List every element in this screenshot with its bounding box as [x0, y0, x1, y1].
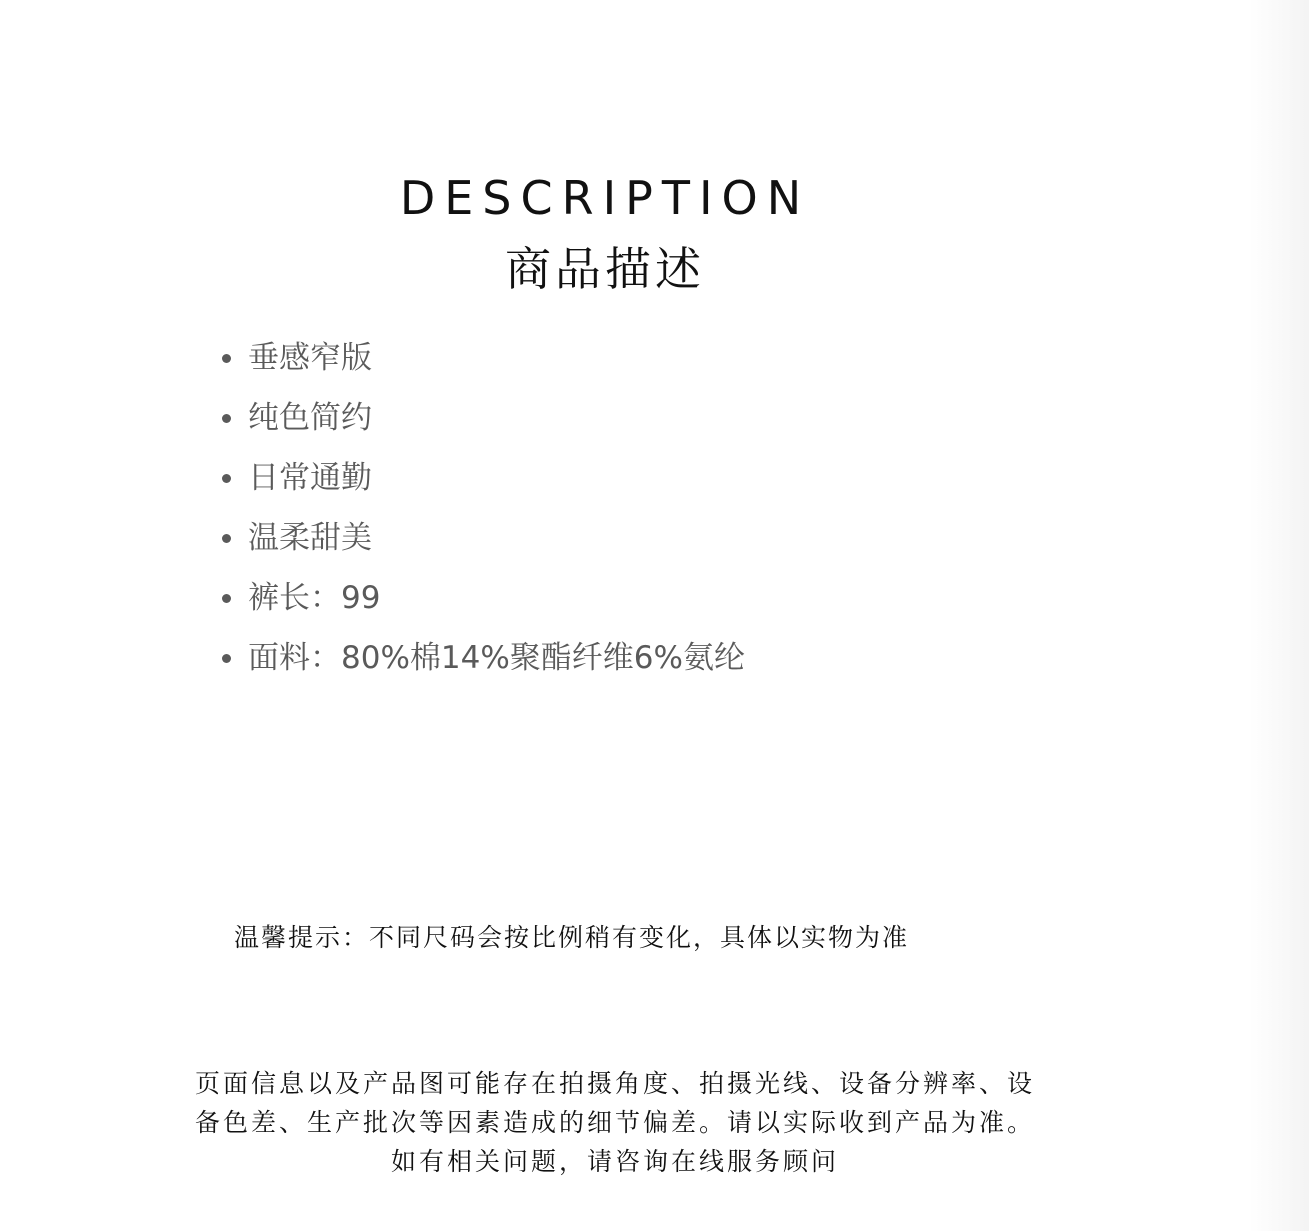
feature-text: 温柔甜美	[248, 520, 372, 556]
notice-line: 页面信息以及产品图可能存在拍摄角度、拍摄光线、设备分辨率、设	[194, 1069, 1035, 1098]
feature-item	[222, 388, 745, 448]
feature-item	[222, 568, 745, 628]
disclaimer-notice	[130, 1064, 1100, 1181]
feature-text: 纯色简约	[248, 400, 372, 436]
feature-item	[222, 508, 745, 568]
size-tip: 温馨提示：不同尺码会按比例稍有变化，具体以实物为准	[234, 923, 910, 952]
bullet-icon	[222, 534, 231, 543]
bullet-icon	[222, 474, 231, 483]
notice-line: 备色差、生产批次等因素造成的细节偏差。请以实际收到产品为准。	[194, 1108, 1035, 1137]
description-heading-cn: 商品描述	[505, 242, 705, 296]
feature-item	[222, 328, 745, 388]
feature-text: 垂感窄版	[248, 340, 372, 376]
page-edge-shade	[1249, 0, 1309, 1231]
feature-text: 面料：80%棉14%聚酯纤维6%氨纶	[248, 640, 745, 676]
bullet-icon	[222, 354, 231, 363]
feature-item	[222, 628, 745, 688]
feature-text: 日常通勤	[248, 460, 372, 496]
description-heading-en: DESCRIPTION	[399, 171, 811, 225]
bullet-icon	[222, 654, 231, 663]
feature-item	[222, 448, 745, 508]
notice-line: 如有相关问题，请咨询在线服务顾问	[390, 1147, 839, 1176]
feature-text: 裤长：99	[248, 580, 381, 616]
bullet-icon	[222, 414, 231, 423]
bullet-icon	[222, 594, 231, 603]
feature-list	[222, 328, 745, 688]
